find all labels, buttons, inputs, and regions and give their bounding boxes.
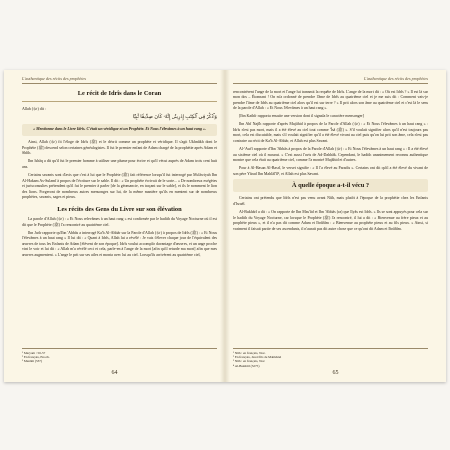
paragraph: rencontrèrent l'ange de la mort et l'ange lui transmit la requête de Idrîs. L'ange de la mort dit : « Où est Idrîs ? » Il est là sur mon dos – Étonnant ! On m'a ordonné de prendre l'âme de Idrîs au quatrième ciel et je me suis dit : Comment vais-je prendre l'âme de Idrîs au quatrième ciel alors qu'il est sur terre ? » Il prit alors son âme au quatrième ciel et c'est là le sens de la parole d'Allah : « Et Nous l'élevâmes à un haut rang ». xyxy=(233,88,428,111)
footnote: ² En français, Jared fils de Mahléléel xyxy=(233,354,282,359)
page-number-left: 64 xyxy=(111,370,118,376)
paragraph: Ibn Abî Najîh rapporte d'après Mujâhid à propos de la Parole d'Allah (ﷻ) : « Et Nous l'élevâmes à un haut rang » : Idrîs n'est pas mort, mais il a été élevé au ciel tout comme 'Îsâ (ﷺ) ». S'il voulait signifier alors qu'il n'est toujours pas mort, cela est discutable, mais s'il voulait signifier qu'il a été élevé vivant au ciel puis qu'on lui prit son âme, cela n'est pas contraire au récit de Ka'b Al-Ahbâr, et Allah est plus Savant. xyxy=(233,121,428,144)
paragraph: Ainsi, Allah (ﷻ) fit l'éloge de Idrîs (ﷺ) et le décrit comme un prophète et véridique. Il s'agit Ukhnûkh dont le Prophète (ﷺ) descend selon certaines généalogistes. Il fut le premier enfant de Adam chargé de la prophétie après Adam et Shîth. xyxy=(22,139,218,156)
paragraph: La parole d'Allah (ﷻ) : « Et Nous relevâmes à un haut rang » est confirmée par le hadith du Voyage Nocturne où il est dit que le Prophète (ﷺ) l'a rencontré au quatrième ciel. xyxy=(22,215,218,227)
footnote: ¹ Maryam : 56-57 xyxy=(22,350,46,355)
paragraph: Al-Bukhârî a dit : « On rapporte de Ibn Mas'ûd et Ibn 'Abbâs (ra) que Ilyâs est Idrîs. » Ils se sont appuyés pour cela sur le hadith du Voyage Nocturne, car lorsque le Prophète (ﷺ) l'a rencontré, il lui a dit : « Bienvenue au frère pieux et au prophète pieux », et il n'a pas dit comme Adam et Ibrâhîm : « Bienvenue au prophète pieux et au fils pieux. » Ainsi, si vraiment il faisait partie de ses ascendants, il n'aurait pas dit autre chose que ce qu'ont dit Adam et Ibrâhîm. xyxy=(233,208,428,231)
section-box xyxy=(233,179,428,192)
paragraph: Certains ont prétendu que Idrîs n'est pas venu avant Nûh, mais plutôt à l'époque de la prophétie chez les Enfants d'Israël. xyxy=(233,195,428,206)
paragraph: Pour à Al-Hasan Al-Basrî, le verset signifie : « Il l'a élevé au Paradis ». Certains ont dit qu'il a été élevé du vivant de son père Yârad Ibn Mahlâl'îl², et Allah est plus Savant. xyxy=(233,165,428,176)
paragraph: Al-'Awfî rapporte d'Ibn 'Abbâs à propos de la Parole d'Allah (ﷻ) : « Et Nous l'élevâmes à un haut rang » : Il a été élevé au sixième ciel où il mourut. » C'est aussi l'avis de Ad-Dahhâk. Cependant, le hadith unanimement reconnu authentique montre que cela était au quatrième ciel, comme l'a montré Mujâhid et d'autres. xyxy=(233,146,428,163)
right-page xyxy=(225,70,446,382)
running-head-right: L'authentique des récits des prophètes xyxy=(233,76,428,84)
paragraph: Certains savants sont d'avis que c'est à lui que le Prophète (ﷺ) fait référence lorsqu'il fut interrogé par Mu'âwiyah Ibn Al-Hakam As-Sulamî à propos de l'écriture sur le sable. Il dit : « Un prophète écrivait de le sorte... » De nombreux exégètes et jurisconsultes prétendent qu'il fut le premier à parler [de la géomancie, en traçant sur le sable], et ils le nomment le lion des lions. Forgeront de nombreux autres mensonges sur lui, de la même manière qu'ils en mentent sur de nombreux prophètes, savants, sages et pieux. xyxy=(22,172,217,200)
paragraph: Ibn Ishâq a dit qu'il fut le premier homme à utiliser une plume pour écrire et qu'il vécut auprès de Adam trois cent huit ans. xyxy=(22,158,217,170)
title-rule xyxy=(22,101,217,102)
paragraph: Ibn Jarîr rapporte qu'Ibn 'Abbâs a interrogé Ka'b Al-Ahbâr sur la Parole d'Allah (ﷻ) à propos de Idrîs (ﷺ) : « Et Nous l'élevâmes à un haut rang » Il lui dit : « Quant à Idrîs, Allah lui a révélé : Je vais t'élever chaque jour de l'équivalent des œuvres de tous les Enfants de Adam [élèvent de son époque]. Idrîs voulut accomplir davantage d'œuvres, et un ange proche vint le voir et lui dit : « Allah m'a révélé ceci et cela, parle-en à l'ange de la mort [afin qu'il retarde ma mort] afin que mes œuvres augmentent. » L'ange le prit sur ses ailes et monta avec lui au ciel. Lorsqu'ils arrivèrent au quatrième ciel, xyxy=(22,229,217,257)
running-head-left: L'authentique des récits des prophètes xyxy=(22,76,217,84)
footnote: ² En français, Enoch. xyxy=(22,354,50,359)
footnote: ³ Muslim (537) xyxy=(22,359,43,364)
section-title: Les récits des Gens du Livre sur son élévation xyxy=(57,205,182,213)
section-title: À quelle époque a-t-il vécu ? xyxy=(291,182,370,190)
chapter-title: Le récit de Idrîs dans le Coran xyxy=(77,89,162,97)
verse-translation: « Mentionne dans le Livre Idrîs. C'était un véridique et un Prophète. Et Nous l'élevâmes à un haut rang ». xyxy=(33,126,206,132)
paragraph: [Ibn Kathîr rapporta ensuite une version dont il signala le caractère mensonger] xyxy=(239,113,364,119)
left-page xyxy=(4,70,225,382)
verse-translation-box xyxy=(22,124,217,136)
footnotes-left xyxy=(22,348,217,364)
footnote: ¹ Nûh : en français, Noé. xyxy=(233,350,266,355)
page-number-right: 65 xyxy=(332,370,339,376)
footnote: ⁴ Al-Bukhârî (3275) xyxy=(233,363,260,368)
footnote: ³ Nûh : en français, Noé xyxy=(233,359,265,364)
arabic-verse: وَٱذۡكُرۡ فِي ٱلۡكِتَٰبِ إِدۡرِيسَۚ إِنَّهُۥ كَانَ صِدِّيقٗا نَّبِيّٗا xyxy=(132,114,217,121)
book-spread xyxy=(4,70,446,382)
allah-said-line: Allah (ﷻ) dit : xyxy=(22,106,47,112)
footnotes-right xyxy=(233,348,428,368)
